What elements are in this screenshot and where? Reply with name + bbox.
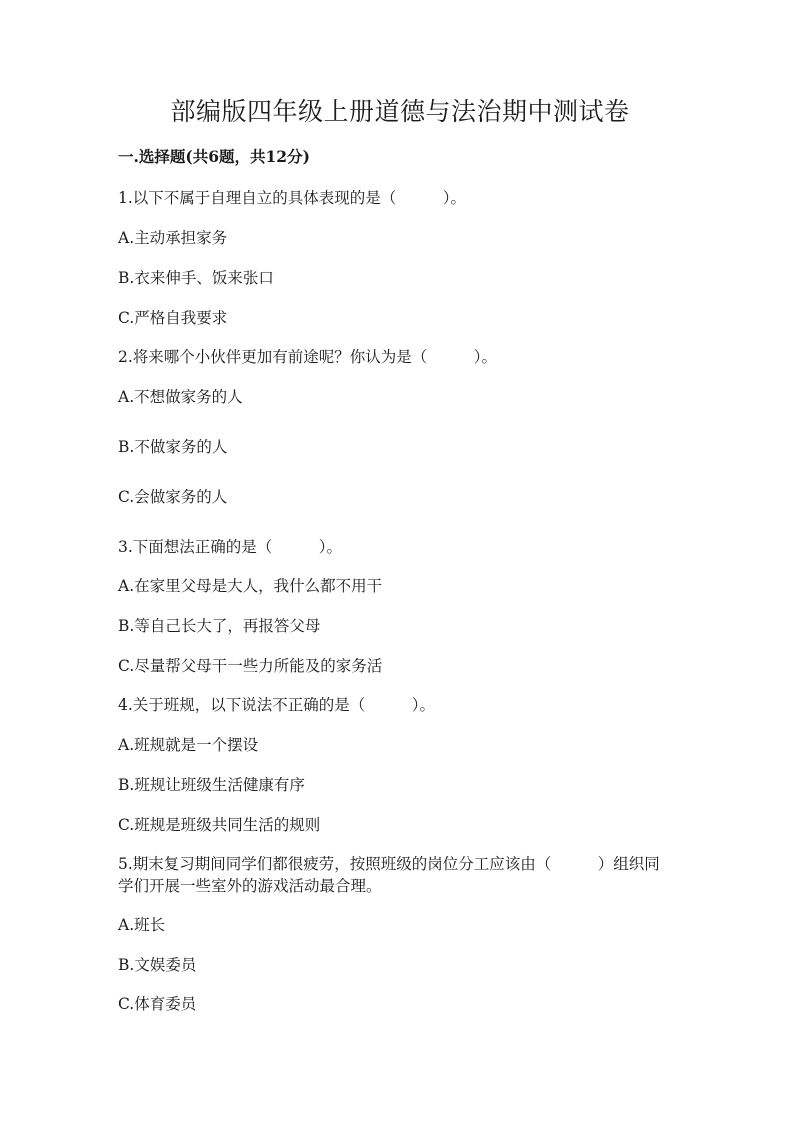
question-5-option-a: A.班长 xyxy=(118,916,166,934)
question-3-stem: 3.下面想法正确的是（ ）。 xyxy=(118,538,343,556)
question-5-option-b: B.文娱委员 xyxy=(118,956,197,974)
question-4-option-a: A.班规就是一个摆设 xyxy=(118,736,259,754)
question-5-stem-line-1: 5.期末复习期间同学们都很疲劳，按照班级的岗位分工应该由（ ）组织同 xyxy=(118,855,660,873)
question-5-stem-line-2: 学们开展一些室外的游戏活动最合理。 xyxy=(118,877,382,895)
question-3-option-c: C.尽量帮父母干一些力所能及的家务活 xyxy=(118,657,383,675)
question-4-stem: 4.关于班规，以下说法不正确的是（ ）。 xyxy=(118,696,436,714)
question-2-option-b: B.不做家务的人 xyxy=(118,438,228,456)
document-title: 部编版四年级上册道德与法治期中测试卷 xyxy=(170,97,630,126)
question-4-option-b: B.班规让班级生活健康有序 xyxy=(118,776,305,794)
question-1-option-a: A.主动承担家务 xyxy=(118,229,228,247)
question-2-option-a: A.不想做家务的人 xyxy=(118,388,243,406)
question-4-option-c: C.班规是班级共同生活的规则 xyxy=(118,816,321,834)
question-5-option-c: C.体育委员 xyxy=(118,995,197,1013)
question-3-option-a: A.在家里父母是大人，我什么都不用干 xyxy=(118,577,383,595)
question-1-option-c: C.严格自我要求 xyxy=(118,309,228,327)
question-2-option-c: C.会做家务的人 xyxy=(118,488,228,506)
question-2-stem: 2.将来哪个小伙伴更加有前途呢？你认为是（ ）。 xyxy=(118,348,498,366)
question-1-option-b: B.衣来伸手、饭来张口 xyxy=(118,269,274,287)
question-1-stem: 1.以下不属于自理自立的具体表现的是（ ）。 xyxy=(118,189,467,207)
question-3-option-b: B.等自己长大了，再报答父母 xyxy=(118,617,321,635)
section-heading: 一.选择题(共6题，共12分) xyxy=(118,147,310,166)
